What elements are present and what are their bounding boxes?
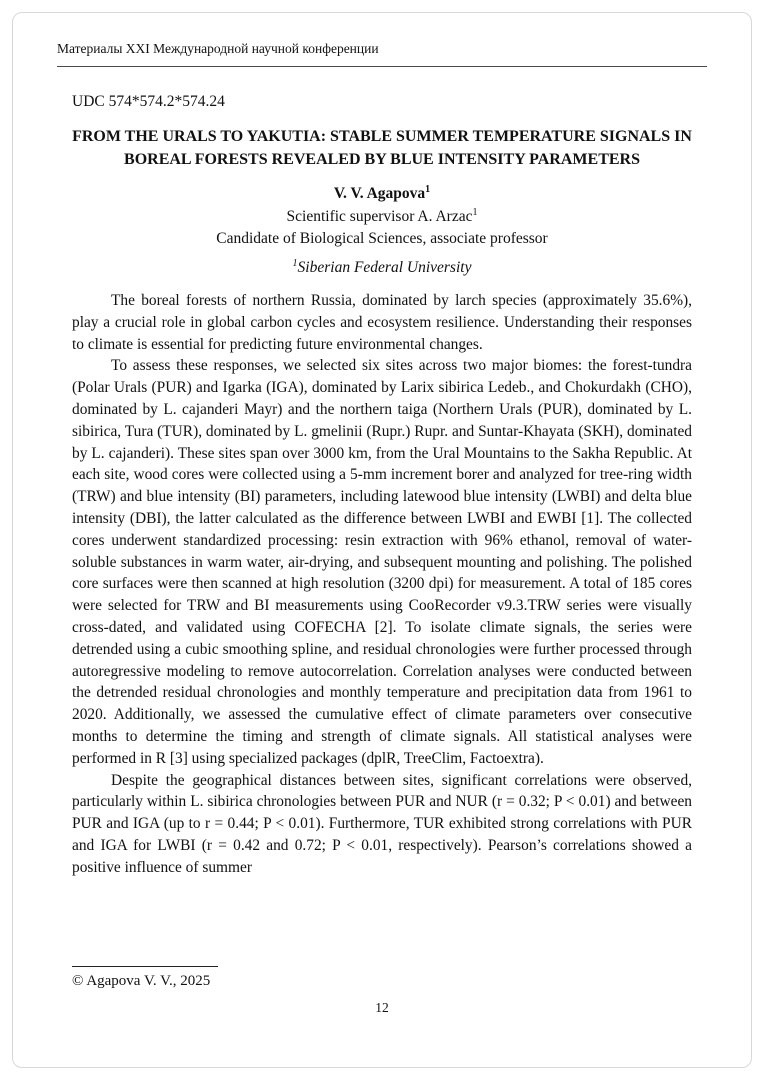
supervisor-degree-line: Candidate of Biological Sciences, associate professor bbox=[216, 230, 548, 247]
running-header-text: Материалы XXI Международной научной конференции bbox=[57, 41, 379, 56]
paragraph-3: Despite the geographical distances between sites, significant correlations were observed, particularly within L. sibirica chronologies between PUR and NUR (r = 0.32; P < 0.01) and between PUR and IGA (up to r = 0.44; P < 0.01). Furthermore, TUR exhibited strong correlations with PUR and IGA for LWBI (r = 0.42 and 0.72; P < 0.01, respectively). Pearson’s correlations showed a positive influence of summer bbox=[72, 771, 692, 876]
running-header bbox=[57, 40, 707, 67]
supervisor-line bbox=[57, 206, 707, 228]
author-name: V. V. Agapova bbox=[333, 185, 426, 202]
udc-code: UDC 574*574.2*574.24 bbox=[72, 93, 225, 110]
paragraph-1: The boreal forests of northern Russia, dominated by larch species (approximately 35.6%), play a crucial role in global carbon cycles and ecosystem resilience. Understanding their responses to climate is essential for predicting future environmental changes. bbox=[72, 292, 692, 353]
copyright-footer bbox=[72, 966, 218, 990]
affiliation-mark: 1 bbox=[292, 257, 298, 269]
supervisor-affiliation-mark: 1 bbox=[472, 206, 478, 218]
article-title: FROM THE URALS TO YAKUTIA: STABLE SUMMER TEMPERATURE SIGNALS IN BOREAL FORESTS REVEALED BY BLUE INTENSITY PARAMETERS bbox=[72, 128, 692, 168]
page-content bbox=[57, 40, 707, 879]
affiliation-text: Siberian Federal University bbox=[297, 259, 472, 276]
paragraph-2: To assess these responses, we selected six sites across two major biomes: the forest-tundra (Polar Urals (PUR) and Igarka (IGA), dominated by Larix sibirica Ledeb., and Chokurdakh (CHO), dominated by L. cajanderi Mayr) and the northern taiga (Northern Urals (PUR), dominated by L. sibirica, Tura (TUR), dominated by L. gmelinii (Rupr.) Rupr. and Suntar-Khayata (SKH), dominated by L. cajanderi). These sites span over 3000 km, from the Ural Mountains to the Sakha Republic. At each site, wood cores were collected using a 5-mm increment borer and analyzed for tree-ring width (TRW) and blue intensity (BI) parameters, including latewood blue intensity (LWBI) and delta blue intensity (DBI), the latter calculated as the difference between LWBI and EWBI [1]. The collected cores underwent standardized processing: resin extraction with 96% ethanol, removal of water-soluble substances in warm water, air-drying, and subsequent mounting and polishing. The polished core surfaces were then scanned at high resolution (3200 dpi) for measurement. A total of 185 cores were selected for TRW and BI measurements using CooRecorder v9.3.TRW series were visually cross-dated, and validated using COFECHA [2]. To isolate climate signals, the series were detrended using a cubic smoothing spline, and residual chronologies were further processed through autoregressive modeling to remove autocorrelation. Correlation analyses were conducted between the detrended residual chronologies and monthly temperature and precipitation data from 1961 to 2020. Additionally, we assessed the cumulative effect of climate parameters over consecutive months to determine the timing and strength of climate signals. All statistical analyses were performed in R [3] using specialized packages (dplR, TreeClim, Factoextra). bbox=[72, 357, 692, 767]
author-affiliation-mark: 1 bbox=[425, 183, 431, 195]
article-body bbox=[72, 290, 692, 879]
supervisor-text: Scientific supervisor A. Arzac bbox=[286, 208, 473, 225]
copyright-text: © Agapova V. V., 2025 bbox=[72, 973, 211, 989]
footnote-rule bbox=[72, 966, 218, 967]
author-line bbox=[57, 183, 707, 205]
page-number: 12 bbox=[375, 1000, 389, 1015]
affiliation-line bbox=[57, 257, 707, 279]
